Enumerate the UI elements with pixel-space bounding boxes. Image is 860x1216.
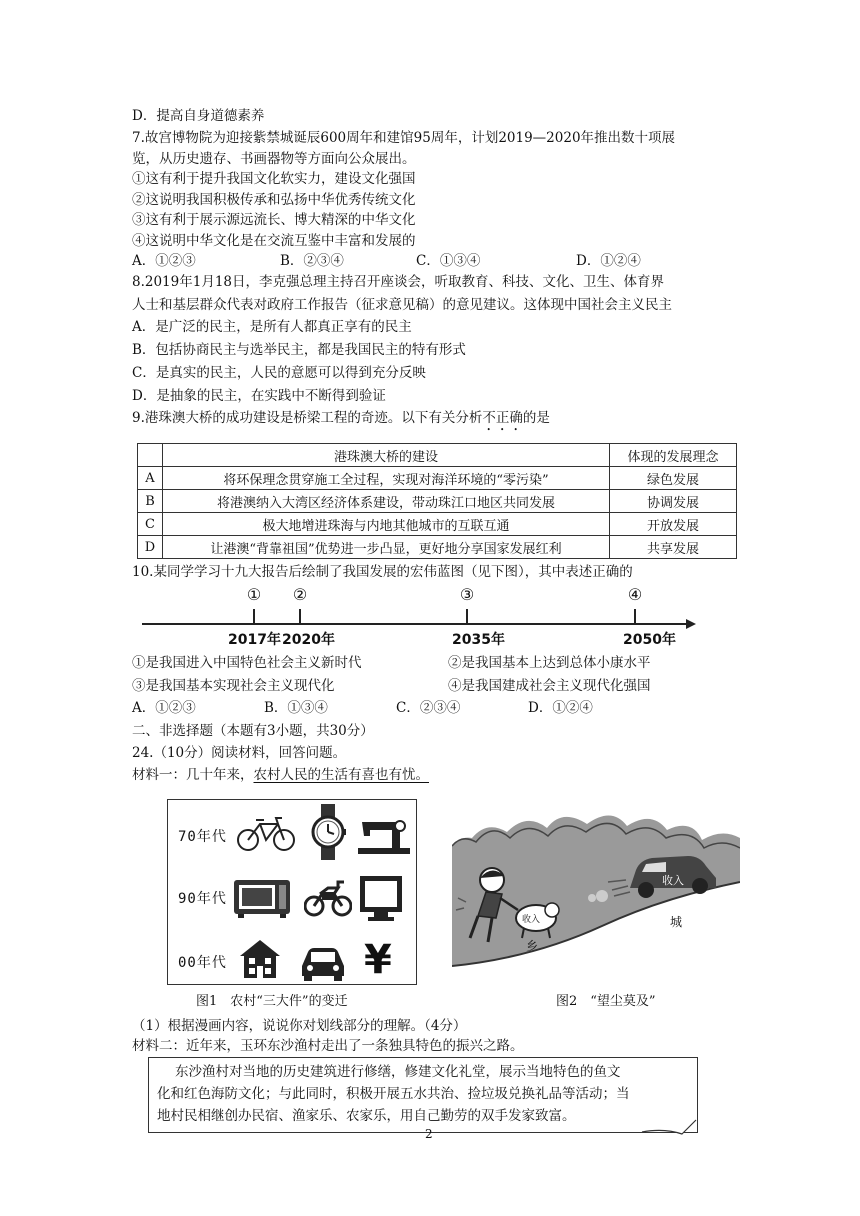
timeline-mark-2: ② [292, 585, 308, 604]
timeline-tick [634, 609, 636, 624]
q24-material-1 [132, 765, 429, 785]
q9-stem-emphasis: 不正确 [482, 410, 523, 426]
material-1-underlined: 农村人民的生活有喜也有忧。 [253, 767, 429, 783]
q8-option-a: A．是广泛的民主，是所有人都真正享有的民主 [132, 319, 412, 335]
house-icon [238, 938, 282, 980]
page-curl-icon [640, 1118, 698, 1138]
car-icon [298, 944, 348, 982]
q6-option-d: D．提高自身道德素养 [132, 108, 265, 124]
q10-items-row2 [132, 676, 732, 696]
q7-option-d: D．①②④ [576, 253, 641, 269]
q9-row-key: D [138, 536, 163, 559]
q10-option-a: A．①②③ [132, 700, 196, 716]
figure-1-three-big-items [167, 799, 417, 985]
monitor-icon [358, 874, 404, 922]
q9-header-idea: 体现的发展理念 [610, 444, 737, 467]
material-2-line-3: 地村民相继创办民宿、渔家乐、农家乐，用自己勤劳的双手发家致富。 [157, 1108, 576, 1124]
q7-options [132, 251, 732, 271]
q9-row-idea: 协调发展 [610, 490, 737, 513]
timeline-tick [466, 609, 468, 624]
figure-2-caption: 图2 “望尘莫及” [556, 994, 656, 1009]
timeline-tick [253, 609, 255, 624]
q7-option-a: A．①②③ [132, 253, 196, 269]
q9-stem-pre: 9.港珠澳大桥的成功建设是桥梁工程的奇迹。以下有关分析 [132, 410, 483, 426]
farmer-and-pig [456, 868, 559, 942]
page-number: 2 [425, 1127, 433, 1141]
timeline-year-2017: 2017年 [228, 632, 281, 648]
q7-stem-line2: 览，从历史遗存、书画器物等方面向公众展出。 [132, 151, 416, 167]
q7-stem-line1: 7.故宫博物院为迎接紫禁城诞辰600周年和建馆95周年，计划2019—2020年推出数十项展 [132, 130, 676, 146]
q7-item-3: ③这有利于展示源远流长、博大精深的中华文化 [132, 212, 416, 228]
microwave-icon [232, 876, 292, 920]
city-label: 城 [670, 915, 683, 929]
q9-row-idea: 共享发展 [610, 536, 737, 559]
q8-stem-line1: 8.2019年1月18日，李克强总理主持召开座谈会，听取教育、科技、文化、卫生、体育界 [132, 274, 665, 290]
q9-header-construction: 港珠澳大桥的建设 [163, 444, 610, 467]
cartoon-illustration [452, 798, 740, 984]
decade-label-00s: 00年代 [178, 955, 227, 971]
wristwatch-icon [310, 804, 346, 860]
q7-option-c: C．①③④ [416, 253, 481, 269]
table-row [138, 513, 737, 536]
table-row [138, 536, 737, 559]
timeline-mark-3: ③ [459, 585, 475, 604]
q10-stem: 10.某同学学习十九大报告后绘制了我国发展的宏伟蓝图（见下图），其中表述正确的 [132, 564, 633, 580]
q10-item-2: ②是我国基本上达到总体小康水平 [448, 655, 651, 671]
material-2-box [148, 1057, 698, 1133]
timeline-year-2050: 2050年 [623, 632, 676, 648]
section-2-heading: 二、非选择题（本题有3小题，共30分） [132, 723, 374, 739]
q9-table-header [138, 444, 737, 467]
q9-row-key: B [138, 490, 163, 513]
q10-items-row1 [132, 653, 732, 673]
table-row [138, 467, 737, 490]
q9-header-blank [138, 444, 163, 467]
timeline-axis [142, 623, 687, 625]
q8-option-b: B．包括协商民主与选举民主，都是我国民主的特有形式 [132, 342, 466, 358]
q9-stem-post: 的是 [522, 410, 550, 426]
decade-label-90s: 90年代 [178, 891, 227, 907]
q10-timeline [140, 585, 700, 655]
q10-option-c: C．②③④ [396, 700, 461, 716]
q9-stem [132, 408, 550, 434]
timeline-mark-1: ① [246, 585, 262, 604]
q9-row-key: A [138, 467, 163, 490]
q8-option-d: D．是抽象的民主，在实践中不断得到验证 [132, 388, 386, 404]
q10-item-3: ③是我国基本实现社会主义现代化 [132, 678, 335, 694]
q8-option-c: C．是真实的民主，人民的意愿可以得到充分反映 [132, 365, 426, 381]
q10-item-4: ④是我国建成社会主义现代化强国 [448, 678, 651, 694]
q10-option-b: B．①③④ [264, 700, 328, 716]
figure-2-cartoon [452, 798, 740, 984]
q24-material-2-title: 材料二：近年来，玉环东沙渔村走出了一条独具特色的振兴之路。 [132, 1038, 524, 1054]
q9-table [137, 443, 737, 559]
q10-item-1: ①是我国进入中国特色社会主义新时代 [132, 655, 362, 671]
q9-row-desc: 将港澳纳入大湾区经济体系建设，带动珠江口地区共同发展 [163, 490, 610, 513]
yen-icon: ¥ [364, 937, 392, 983]
q9-row-desc: 将环保理念贯穿施工全过程，实现对海洋环境的“零污染” [163, 467, 610, 490]
material-2-line-1: 东沙渔村对当地的历史建筑进行修缮，修建文化礼堂，展示当地特色的鱼文 [175, 1064, 621, 1080]
car-income-label: 收入 [662, 874, 684, 887]
timeline-mark-4: ④ [627, 585, 643, 604]
decade-label-70s: 70年代 [178, 829, 227, 845]
q9-row-key: C [138, 513, 163, 536]
q9-row-idea: 绿色发展 [610, 467, 737, 490]
timeline-tick [299, 609, 301, 624]
bicycle-icon [236, 814, 296, 854]
table-row [138, 490, 737, 513]
motorcycle-icon [304, 876, 352, 918]
sewing-machine-icon [356, 814, 412, 856]
pig-income-label: 收入 [522, 915, 541, 925]
q9-row-desc: 让港澳“背靠祖国”优势进一步凸显，更好地分享国家发展红利 [163, 536, 610, 559]
q8-stem-line2: 人士和基层群众代表对政府工作报告（征求意见稿）的意见建议。这体现中国社会主义民主 [132, 297, 672, 313]
q7-option-b: B．②③④ [280, 253, 344, 269]
village-label: 乡 [526, 939, 539, 953]
q9-row-desc: 极大地增进珠海与内地其他城市的互联互通 [163, 513, 610, 536]
timeline-year-2035: 2035年 [452, 632, 505, 648]
q7-item-2: ②这说明我国积极传承和弘扬中华优秀传统文化 [132, 192, 416, 208]
q24-question-1: （1）根据漫画内容，说说你对划线部分的理解。（4分） [132, 1018, 467, 1034]
timeline-year-2020: 2020年 [282, 632, 335, 648]
q7-item-4: ④这说明中华文化是在交流互鉴中丰富和发展的 [132, 233, 416, 249]
q24-stem: 24.（10分）阅读材料，回答问题。 [132, 745, 347, 761]
material-1-prefix: 材料一：几十年来， [132, 767, 254, 783]
timeline-arrow-icon [686, 619, 696, 629]
q7-item-1: ①这有利于提升我国文化软实力，建设文化强国 [132, 171, 416, 187]
q10-option-d: D．①②④ [528, 700, 593, 716]
figure-1-caption: 图1 农村“三大件”的变迁 [196, 994, 348, 1009]
material-2-line-2: 化和红色海防文化；与此同时，积极开展五水共治、捡垃圾兑换礼品等活动；当 [157, 1086, 630, 1102]
q9-row-idea: 开放发展 [610, 513, 737, 536]
q10-options [132, 698, 732, 718]
